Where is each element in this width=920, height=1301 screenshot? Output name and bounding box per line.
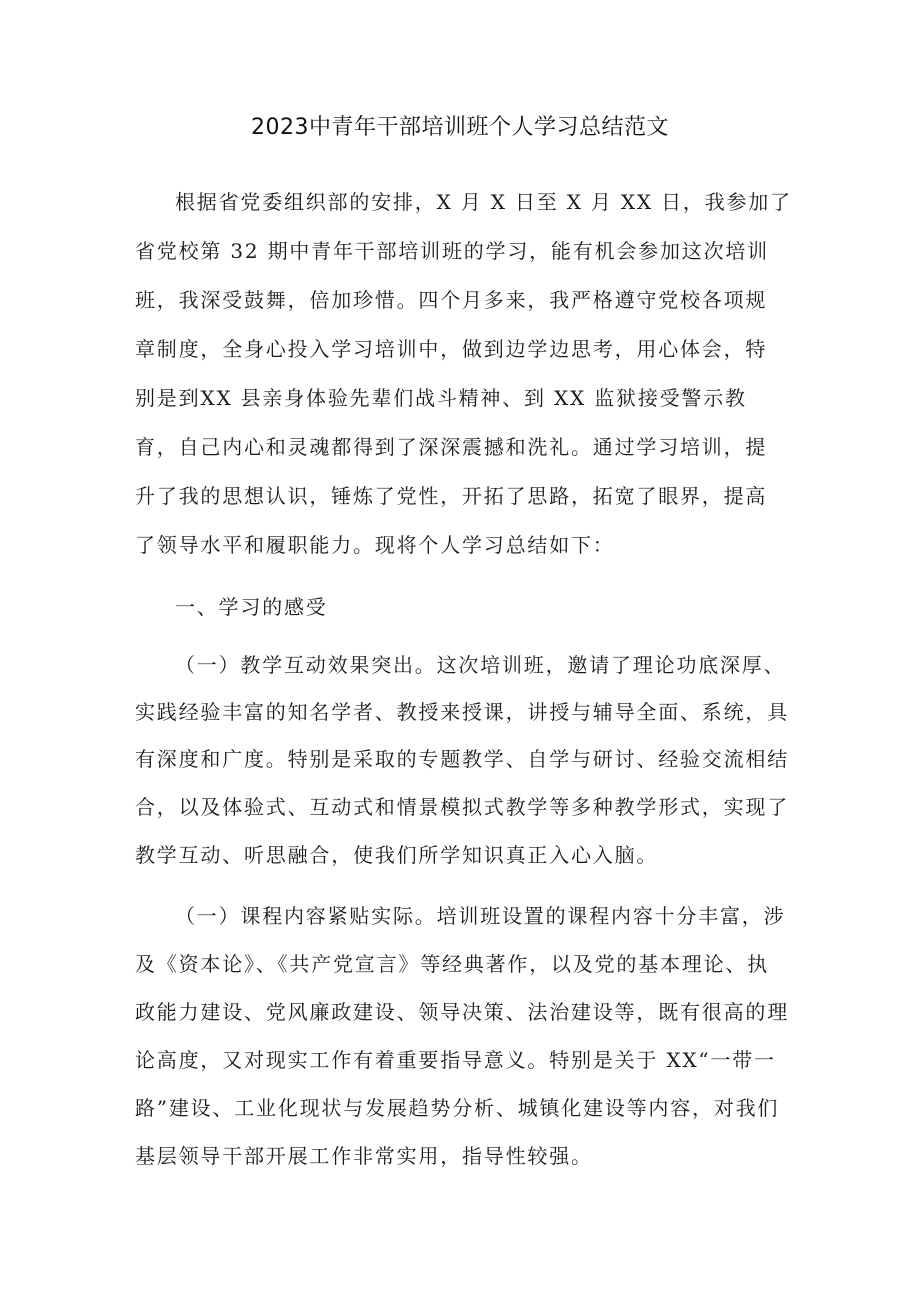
paragraph-3-line-2: 及《资本论》、《共产党宣言》等经典著作，以及党的基本理论、执 xyxy=(135,952,769,976)
paragraph-1-line-3: 班，我深受鼓舞，倍加珍惜。四个月多来，我严格遵守党校各项规 xyxy=(135,288,768,312)
paragraph-1-line-1: 根据省党委组织部的安排，X 月 X 日至 X 月 XX 日，我参加了 xyxy=(175,190,792,214)
paragraph-1-line-7: 升了我的思想认识，锤炼了党性，开拓了思路，拓宽了眼界，提高 xyxy=(135,484,768,508)
paragraph-1-line-2: 省党校第 32 期中青年干部培训班的学习，能有机会参加这次培训 xyxy=(135,239,769,263)
paragraph-1-line-4: 章制度，全身心投入学习培训中，做到边学边思考，用心体会，特 xyxy=(135,337,768,361)
section-heading-1: 一、学习的感受 xyxy=(175,595,328,619)
paragraph-1-line-8: 了领导水平和履职能力。现将个人学习总结如下： xyxy=(135,533,615,557)
paragraph-2-line-4: 合，以及体验式、互动式和情景模拟式教学等多种教学形式，实现了 xyxy=(135,795,789,819)
paragraph-2-line-2: 实践经验丰富的知名学者、教授来授课，讲授与辅导全面、系统，具 xyxy=(135,700,789,724)
paragraph-3-line-3: 政能力建设、党风廉政建设、领导决策、法治建设等，既有很高的理 xyxy=(135,1000,789,1024)
document-title: 2023中青年干部培训班个人学习总结范文 xyxy=(251,115,669,140)
paragraph-2-line-1: （一）教学互动效果突出。这次培训班，邀请了理论功底深厚、 xyxy=(175,653,786,677)
paragraph-2-line-5: 教学互动、听思融合，使我们所学知识真正入心入脑。 xyxy=(135,843,659,867)
paragraph-3-line-4: 论高度，又对现实工作有着重要指导意义。特别是关于 XX“一带一 xyxy=(135,1048,776,1072)
paragraph-3-line-6: 基层领导干部开展工作非常实用，指导性较强。 xyxy=(135,1144,593,1168)
paragraph-2-line-3: 有深度和广度。特别是采取的专题教学、自学与研讨、经验交流相结 xyxy=(135,747,789,771)
paragraph-1-line-5: 别是到XX 县亲身体验先辈们战斗精神、到 XX 监狱接受警示教 xyxy=(135,386,747,410)
paragraph-1-line-6: 育，自己内心和灵魂都得到了深深震撼和洗礼。通过学习培训，提 xyxy=(135,435,768,459)
paragraph-3-line-5: 路”建设、工业化现状与发展趋势分析、城镇化建设等内容，对我们 xyxy=(135,1096,780,1120)
paragraph-3-line-1: （一）课程内容紧贴实际。培训班设置的课程内容十分丰富，涉 xyxy=(175,904,786,928)
